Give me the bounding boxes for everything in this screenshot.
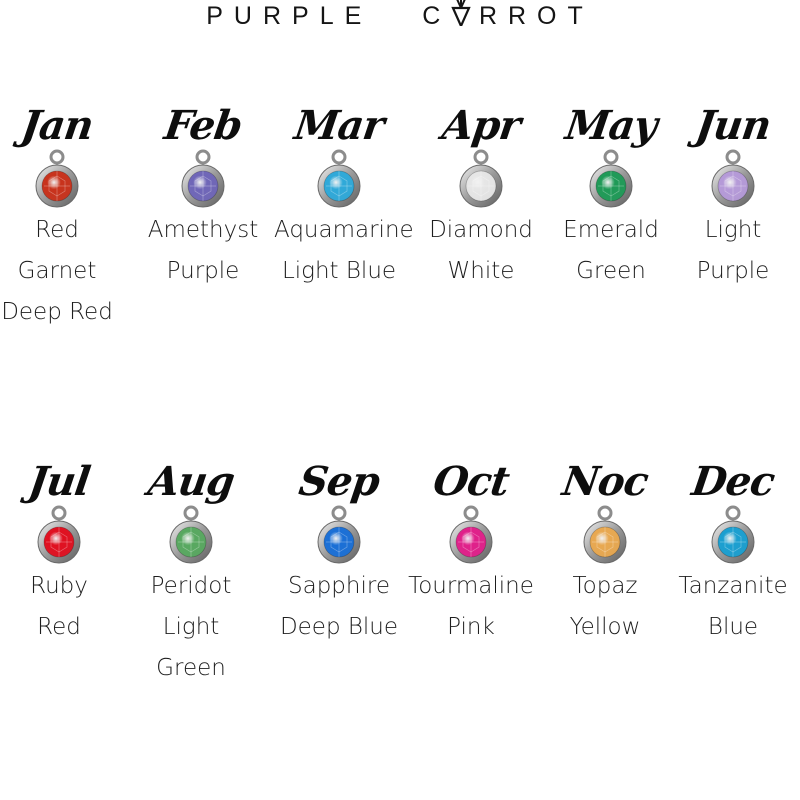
carrot-icon [451,2,479,31]
stone-line: Topaz [572,573,638,599]
stone-line: Sapphire [288,573,390,599]
month-label: Oct [430,458,512,505]
birthstone-feb [138,104,268,292]
stone-line: Purple [166,258,240,284]
stone-line: White [447,258,515,284]
month-label: Aug [145,458,237,505]
charm-icon [446,504,496,566]
birthstone-jan [0,104,122,333]
birthstone-jun [668,104,798,292]
stone-line: Ruby [30,573,88,599]
charm-icon [166,504,216,566]
stone-line: Blue [707,614,759,640]
stone-line: Light [162,614,220,640]
charm-loop [727,507,739,519]
charm-loop [53,507,65,519]
month-label: Jul [25,458,93,505]
birthstone-dec [668,460,798,648]
stone-line: Tanzanite [678,573,788,599]
birthstone-aug [126,460,256,689]
birthstone-may [546,104,676,292]
month-label: Dec [689,458,778,505]
stone-line: Yellow [569,614,641,640]
stone-line: Garnet [17,258,97,284]
charm-icon [586,148,636,210]
charm-icon [580,504,630,566]
birthstone-sep [274,460,404,648]
stone-line: Light Blue [281,258,397,284]
stone-line: Red [35,217,79,243]
charm-loop [599,507,611,519]
charm-icon [456,148,506,210]
month-label: May [562,102,660,149]
stone-line: Tourmaline [408,573,534,599]
stone-line: Amethyst [147,217,259,243]
stone-line: Emerald [563,217,659,243]
charm-icon [708,148,758,210]
brand-logo [0,2,800,31]
charm-icon [34,504,84,566]
month-label: Feb [161,102,245,149]
month-label: Sep [296,458,383,505]
charm-loop [51,151,63,163]
charm-loop [197,151,209,163]
month-label: Noc [559,458,651,505]
brand-word-purple: PURPLE [206,2,373,30]
stone-line: Green [576,258,646,284]
stone-line: Red [37,614,81,640]
stone-line: Aquamarine [274,217,414,243]
birthstone-apr [416,104,546,292]
charm-loop [333,507,345,519]
stone-line: Pink [447,614,495,640]
charm-loop [333,151,345,163]
charm-icon [314,148,364,210]
month-label: Mar [291,102,387,149]
stone-line: Green [156,655,226,681]
stone-line: Deep Blue [279,614,399,640]
month-label: Apr [439,102,523,149]
month-label: Jan [18,102,96,149]
brand-letter-c: C [422,2,452,30]
stone-line: Deep Red [1,299,113,325]
charm-loop [727,151,739,163]
birthstone-noc [540,460,670,648]
charm-loop [185,507,197,519]
charm-icon [708,504,758,566]
charm-loop [605,151,617,163]
brand-word-rrot: RROT [478,2,594,30]
charm-icon [178,148,228,210]
stone-line: Light [704,217,762,243]
stone-line: Purple [696,258,770,284]
charm-icon [32,148,82,210]
stone-line: Diamond [429,217,533,243]
birthstone-jul [0,460,124,648]
charm-icon [314,504,364,566]
birthstone-mar [274,102,414,292]
birthstone-oct [406,460,536,648]
charm-loop [475,151,487,163]
month-label: Jun [692,102,774,149]
stone-line: Peridot [150,573,232,599]
charm-loop [465,507,477,519]
